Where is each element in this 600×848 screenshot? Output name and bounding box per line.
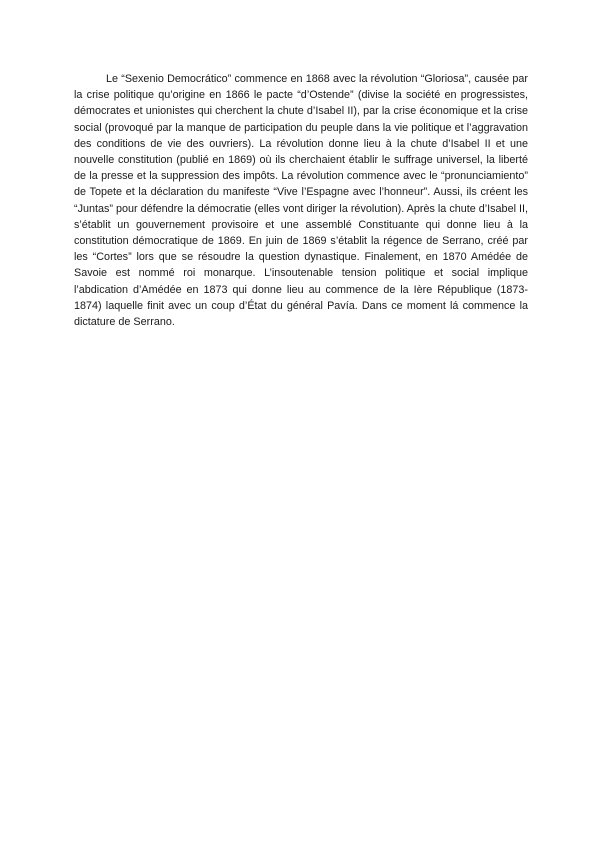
body-text-block — [74, 71, 528, 330]
body-paragraph: Le “Sexenio Democrático” commence en 1868 avec la révolution “Gloriosa”, causée par la crise politique qu’origine en 1866 le pacte “d’Ostende” (divise la société en progressistes, démocrates et unionistes qui cherchent la chute d’Isabel II), par la crise économique et la crise social (provoqué par la manque de participation du peuple dans la vie politique et l’aggravation des conditions de vie des ouvriers). La révolution donne lieu à la chute d’Isabel II et une nouvelle constitution (publié en 1869) où ils cherchaient établir le suffrage universel, la liberté de la presse et la suppression des impôts. La révolution commence avec le “pronunciamiento” de Topete et la déclaration du manifeste “Vive l’Espagne avec l’honneur”. Aussi, ils créent les “Juntas” pour défendre la démocratie (elles vont diriger la révolution). Après la chute d’Isabel II, s’établit un gouvernement provisoire et une assemblé Constituante qui donne lieu à la constitution démocratique de 1869. En juin de 1869 s’établit la régence de Serrano, créé par les “Cortes” lors que se résoudre la question dynastique. Finalement, en 1870 Amédée de Savoie est nommé roi monarque. L’insoutenable tension politique et social implique l’abdication d’Amédée en 1873 qui donne lieu au commence de la Ière République (1873-1874) laquelle finit avec un coup d’État du général Pavía. Dans ce moment lá commence la dictature de Serrano. — [74, 73, 528, 329]
